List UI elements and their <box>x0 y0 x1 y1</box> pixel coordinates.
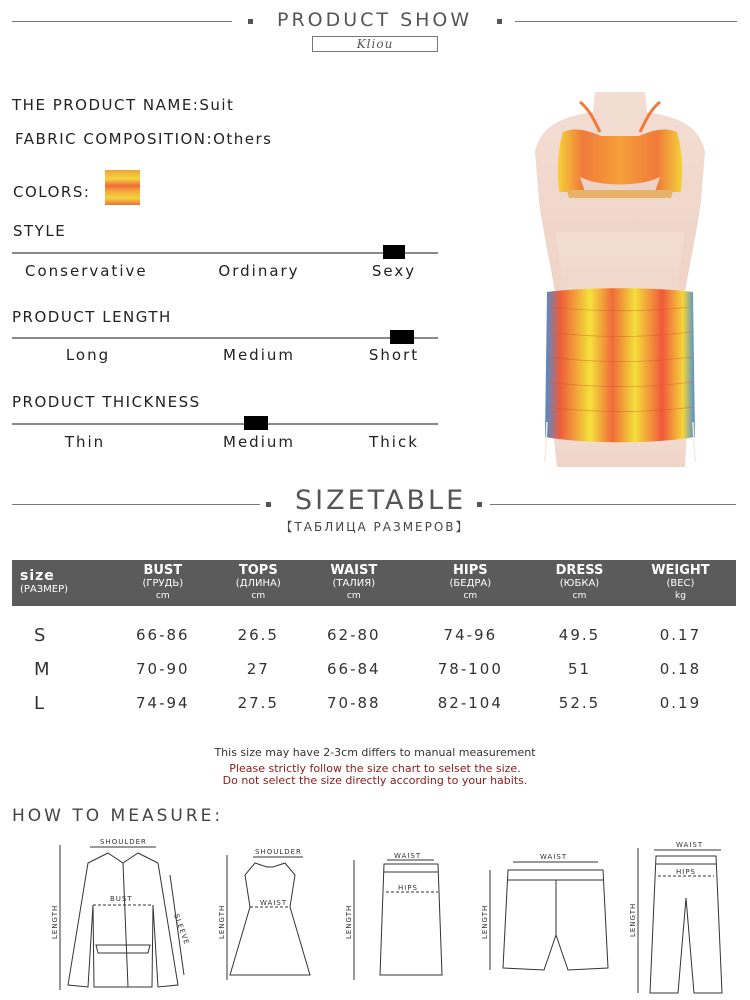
weight-cell: 0.19 <box>659 694 702 712</box>
fabric-composition: FABRIC COMPOSITION:Others <box>15 130 273 148</box>
size-cell: M <box>34 658 50 680</box>
length-label: LENGTH <box>51 904 59 939</box>
skirt-measure-figure <box>342 850 452 990</box>
length-scale-marker <box>390 330 414 344</box>
hips-label: HIPS <box>398 884 418 892</box>
sizetable-subtitle: 【ТАБЛИЦА РАЗМЕРОВ】 <box>280 520 470 534</box>
bust-label: BUST <box>110 895 133 903</box>
hips-cell: 74-96 <box>443 626 498 644</box>
col-waist: WAIST (ТАЛИЯ) cm <box>301 560 407 606</box>
thickness-option-medium: Medium <box>223 433 295 451</box>
product-photo <box>505 92 735 467</box>
hips-cell: 82-104 <box>437 694 503 712</box>
sizetable-title: SIZETABLE <box>295 485 467 516</box>
sizetable-dot-right <box>477 502 482 507</box>
style-option-ordinary: Ordinary <box>218 262 300 280</box>
col-bust: BUST (ГРУДЬ) cm <box>110 560 216 606</box>
length-label: LENGTH <box>345 904 353 939</box>
size-cell: L <box>34 692 45 714</box>
waist-label: WAIST <box>676 841 704 849</box>
dress-cell: 49.5 <box>558 626 601 644</box>
thickness-option-thin: Thin <box>64 433 106 451</box>
dress-measure-figure <box>215 845 325 985</box>
shorts-measure-figure <box>478 850 618 980</box>
shoulder-label: SHOULDER <box>100 838 147 846</box>
dress-cell: 52.5 <box>558 694 601 712</box>
thickness-option-thick: Thick <box>369 433 419 451</box>
size-warning-1: Please strictly follow the size chart to selset the size. <box>229 762 521 775</box>
header-divider-left <box>12 21 232 22</box>
size-table-header-row <box>12 560 736 606</box>
shoulder-label: SHOULDER <box>255 848 302 856</box>
style-scale-marker <box>383 245 405 259</box>
sizetable-divider-right <box>490 504 736 505</box>
length-label: LENGTH <box>629 902 637 937</box>
style-option-conservative: Conservative <box>25 262 148 280</box>
size-table <box>12 560 736 720</box>
col-dress: DRESS (ЮБКА) cm <box>534 560 625 606</box>
waist-label: WAIST <box>394 852 422 860</box>
length-option-long: Long <box>65 346 111 364</box>
length-label: LENGTH <box>218 904 226 939</box>
thickness-title: PRODUCT THICKNESS <box>12 393 201 411</box>
style-title: STYLE <box>13 222 67 240</box>
length-title: PRODUCT LENGTH <box>12 308 172 326</box>
product-name: THE PRODUCT NAME:Suit <box>12 96 235 114</box>
style-option-sexy: Sexy <box>371 262 417 280</box>
colors-label: COLORS: <box>13 183 91 201</box>
table-row <box>12 652 736 686</box>
sizetable-dot-left <box>266 502 271 507</box>
dress-cell: 51 <box>567 660 592 678</box>
length-label: LENGTH <box>481 904 489 939</box>
waist-label: WAIST <box>260 899 288 907</box>
tops-cell: 27 <box>246 660 270 678</box>
tops-cell: 26.5 <box>237 626 279 644</box>
style-scale-track <box>12 252 438 254</box>
header-dot-right <box>497 19 502 24</box>
header-divider-right <box>515 21 737 22</box>
header-dot-left <box>248 19 253 24</box>
weight-cell: 0.18 <box>659 660 702 678</box>
how-to-measure-title: HOW TO MEASURE: <box>12 806 224 826</box>
length-option-short: Short <box>368 346 420 364</box>
sleeve-label: SLEEVE <box>172 912 191 947</box>
bust-cell: 66-86 <box>135 626 190 644</box>
table-row <box>12 686 736 720</box>
col-weight: WEIGHT (ВЕС) kg <box>625 560 736 606</box>
length-option-medium: Medium <box>223 346 295 364</box>
page-title: PRODUCT SHOW <box>277 9 473 31</box>
hips-label: HIPS <box>676 868 696 876</box>
weight-cell: 0.17 <box>659 626 702 644</box>
color-swatch[interactable] <box>105 170 140 205</box>
tops-cell: 27.5 <box>237 694 279 712</box>
waist-cell: 70-88 <box>326 694 381 712</box>
table-row <box>12 618 736 652</box>
length-scale-track <box>12 337 438 339</box>
col-hips: HIPS (БЕДРА) cm <box>407 560 535 606</box>
thickness-scale-marker <box>244 416 268 430</box>
size-warning-2: Do not select the size directly according to your habits. <box>222 774 528 787</box>
bust-cell: 74-94 <box>135 694 190 712</box>
size-cell: S <box>34 624 46 646</box>
hips-cell: 78-100 <box>437 660 503 678</box>
waist-cell: 62-80 <box>326 626 381 644</box>
col-size: size (РАЗМЕР) <box>12 560 110 606</box>
col-tops: TOPS (ДЛИНА) cm <box>216 560 301 606</box>
measurement-note: This size may have 2-3cm differs to manual measurement <box>214 746 536 759</box>
waist-cell: 66-84 <box>326 660 381 678</box>
pants-measure-figure <box>626 838 738 998</box>
bust-cell: 70-90 <box>135 660 190 678</box>
waist-label: WAIST <box>540 853 568 861</box>
jacket-measure-figure <box>48 835 198 995</box>
brand-label: Kliou <box>312 36 438 52</box>
sizetable-divider-left <box>12 504 260 505</box>
thickness-scale-track <box>12 423 438 425</box>
